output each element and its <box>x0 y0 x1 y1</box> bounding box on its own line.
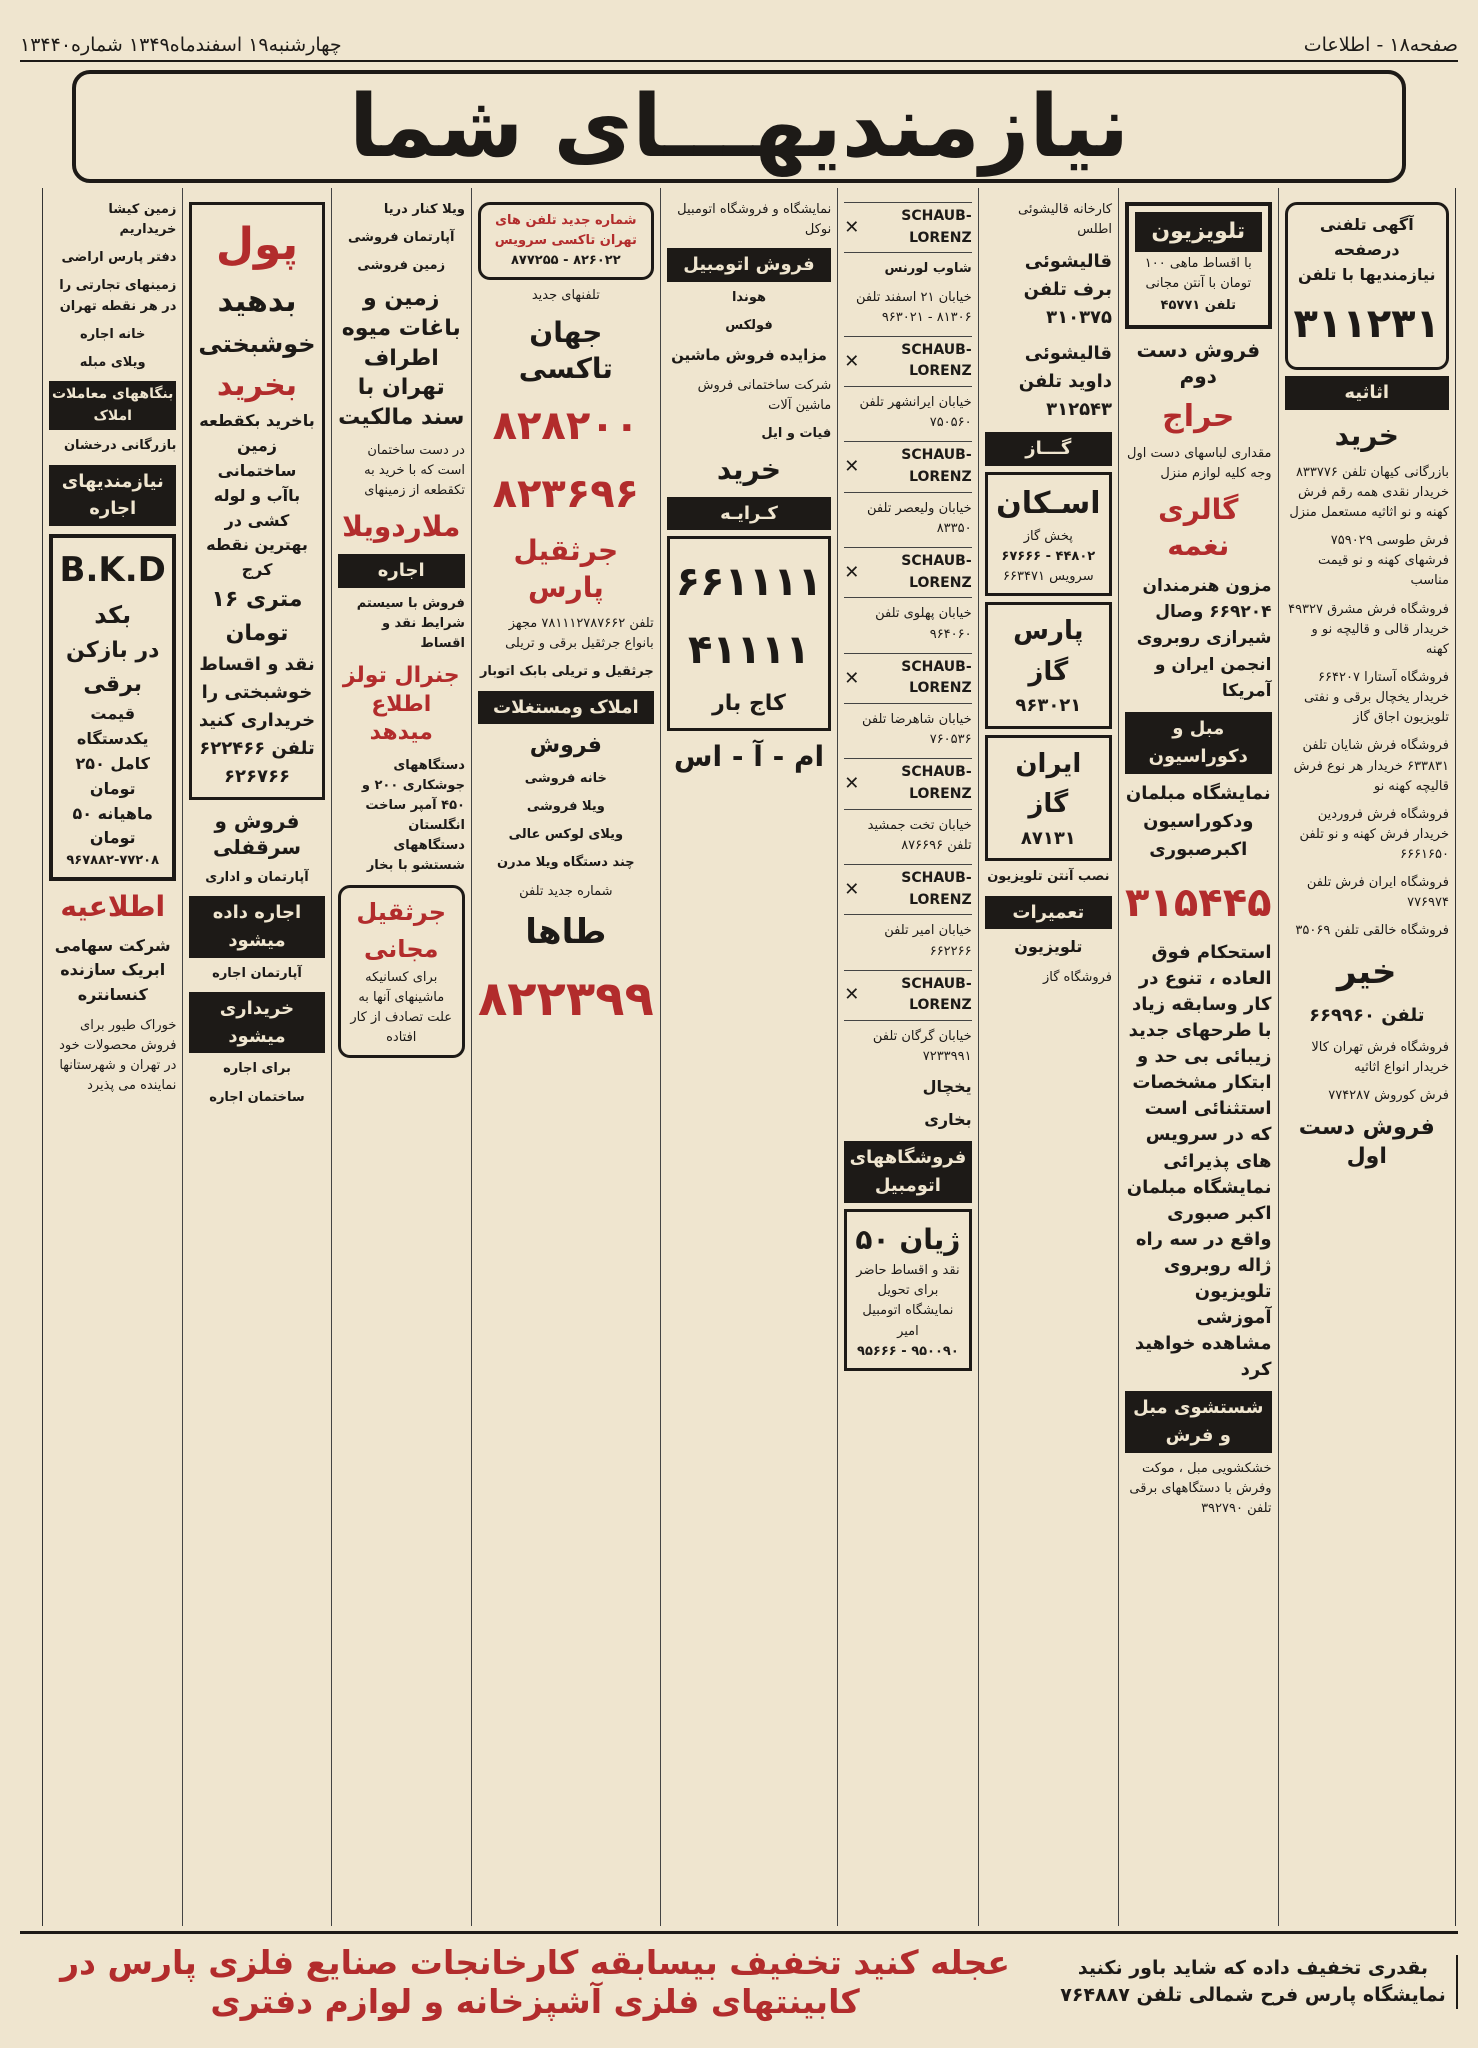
repair-5: خیابان شاهرضا تلفن ۷۶۰۵۳۶ <box>862 712 972 748</box>
tv-ad-title: تلویزیون <box>1135 212 1261 252</box>
zhian-phone: ۹۵۰۰۹۰ - ۹۵۶۶۶ <box>857 1343 959 1359</box>
brand-name: SCHAUB-LORENZ <box>901 208 972 246</box>
ad-columns <box>42 188 1456 1926</box>
naghd-text: نقد و اقساط خوشبختی را خریداری کنید <box>198 654 316 731</box>
chand-villa: چند دستگاه ویلا مدرن <box>497 855 635 871</box>
khane-ejare: خانه اجاره <box>80 326 146 342</box>
niazmand-ejare-head: نیازمندیهای اجاره <box>49 465 176 527</box>
jarsaghil-majani-box <box>338 885 465 1058</box>
tv-ad-phone: تلفن ۴۵۷۷۱ <box>1160 298 1236 314</box>
gallery-title: گالری نغمه <box>1158 492 1239 563</box>
mobl-head: مبل و دکوراسیون <box>1125 712 1271 774</box>
schaub-mark-icon: ✕ <box>844 456 860 478</box>
zaminhaye-tejari: زمینهای تجارتی را در هر نقطه تهران <box>59 278 177 314</box>
ad-farsh-2: فروشگاه فرش مشرق ۴۹۳۲۷ خریدار قالی و قالیچه نو و کهنه <box>1288 601 1449 657</box>
jahan-phone-1: ۸۲۸۲۰۰ <box>492 403 640 450</box>
repair-1: خیابان ۲۱ اسفند تلفن ۸۱۳۰۶ - ۹۶۳۰۲۱ <box>855 289 972 325</box>
ad-barf: قالیشوئی برف تلفن ۳۱۰۳۷۵ <box>1023 251 1113 329</box>
column-4 <box>837 188 977 1926</box>
gas-ad-box <box>985 472 1112 597</box>
gas-brand: اسـکان <box>996 485 1101 521</box>
gas-phone: ۴۴۸۰۲ - ۶۷۶۶۶ <box>1001 549 1096 565</box>
brand-name: SCHAUB-LORENZ <box>901 975 972 1014</box>
apartment-title: آپارتمان فروشی <box>348 230 455 246</box>
brand-name: SCHAUB-LORENZ <box>901 553 972 591</box>
kharidari-head: خریداری میشود <box>189 992 324 1054</box>
brand-name: SCHAUB-LORENZ <box>901 764 972 803</box>
mellard-text: در دست ساختمان است که با خرید به تکقطعه از زمینهای <box>364 442 465 499</box>
taha-phone: ۸۲۲۳۹۹ <box>477 970 654 1027</box>
column-2 <box>1118 188 1277 1926</box>
schaub-mark-icon: ✕ <box>844 561 860 583</box>
schaub-logo-8 <box>844 970 971 1021</box>
sale-car: نمایشگاه و فروشگاه اتومبیل نوکل <box>677 202 832 238</box>
pars-gas-box <box>985 602 1112 728</box>
irangas-phone: ۸۷۱۳۱ <box>1020 827 1076 849</box>
schaub-logo-5 <box>844 653 971 704</box>
taxi-phone-1: ۶۶۱۱۱۱ <box>675 559 823 606</box>
dast-dovom-title: فروش دست اول <box>1298 1115 1435 1169</box>
phone-ad-box <box>1285 202 1449 370</box>
tamirat-head: تعمیرات <box>985 896 1112 930</box>
ettelaieh-text: خوراک طیور برای فروش محصولات خود در تهران و شهرستانها نماینده می پذیرد <box>59 1018 177 1094</box>
apartment-vasat: آپارتمان و اداری <box>205 869 309 885</box>
mozayede-title: مزایده فروش ماشین <box>671 346 827 365</box>
taxi-service-title: شماره جدید تلفن های تهران تاکسی سرویس <box>494 213 637 249</box>
ejare-head: اجاره <box>338 554 465 588</box>
ad-davood: قالیشوئی داوید تلفن ۳۱۲۵۴۳ <box>1018 342 1113 420</box>
gallery-text: مزون هنرمندان ۶۶۹۲۰۴ وصال شیرازی روبروی انجمن ایران و آمریکا <box>1136 575 1272 701</box>
schaub-mark-icon: ✕ <box>844 350 860 372</box>
villa-luks: ویلای لوکس عالی <box>508 827 624 843</box>
bazargani: بازرگانی درخشان <box>63 438 177 454</box>
pool-zamin-text: باخرید بکقطعه زمین ساختمانی باآب و لوله کشی در بهترین نقطه کرج <box>199 411 315 580</box>
sakhteman-ejare: ساختمان اجاره <box>209 1089 305 1105</box>
yakhchal-title: یخچال <box>922 1077 972 1097</box>
zamin-title: زمین فروشی <box>357 258 446 274</box>
tv-repair-title: تلویزیون <box>1014 937 1083 957</box>
pars-gas-title: پارس گاز <box>1013 616 1084 687</box>
bkd-logo: B.K.D <box>59 550 166 591</box>
khair-title: خیر <box>1336 951 1397 992</box>
footer-side-text: بقدری تخفیف داده که شاید باور نکنید نمایشگاه پارس فرح شمالی تلفن ۷۶۴۸۸۷ <box>1050 1955 1458 2008</box>
ad-farsh-4: فروشگاه فرش شایان تلفن ۶۳۳۸۳۱ خریدار هر نوع فرش قالیچه کهنه نو <box>1293 738 1449 794</box>
kharid-title: خرید <box>1334 419 1399 453</box>
zamin-bagh: زمین و باغات میوه اطراف تهران با سند مالکیت <box>338 286 465 431</box>
foroosh-ghesti: فروش و سرقفلی <box>212 808 301 859</box>
irangas-box <box>985 735 1112 861</box>
kharid-text: بازرگانی کیهان تلفن ۸۳۳۷۷۶ خریدار نقدی همه رقم فرش کهنه و نو اثاثیه مستعمل منزل <box>1289 464 1449 520</box>
schaub-mark-icon: ✕ <box>844 878 860 900</box>
foroosh-auto-head: فروش اتومبیل <box>667 248 831 282</box>
mobl-phone: ۳۱۵۴۴۵ <box>1125 879 1272 926</box>
villa-title: ویلا فروشی <box>526 799 605 815</box>
schaub-logo-4 <box>844 547 971 598</box>
brand-name: SCHAUB-LORENZ <box>901 447 972 486</box>
antenna-title: نصب آنتن تلویزیون <box>987 869 1110 885</box>
khoshbakhti-title: خوشبختی <box>198 329 316 358</box>
brand-name: SCHAUB-LORENZ <box>901 341 972 380</box>
footer-main-text: عجله کنید تخفیف بیسابقه کارخانجات صنایع فلزی پارس در کابینتهای فلزی آشپزخانه و لوازم دفتری <box>60 1943 1010 2021</box>
bkd-monthly: ماهیانه ۵۰ تومان <box>72 803 153 848</box>
jarsaghil-majani-text: برای کسانیکه ماشینهای آنها به علت تصادف از کار افتاده <box>350 969 453 1046</box>
schaub-logo-3 <box>844 441 971 492</box>
taha-new: شماره جدید تلفن <box>519 883 613 899</box>
jeneral-text: دستگاههای جوشکاری ۲۰۰ و ۴۵۰ آمپر ساخت انگلستان دستگاههای شستشو با بخار <box>361 757 465 874</box>
kharid-title-2: خرید <box>716 453 782 487</box>
brand-name: SCHAUB-LORENZ <box>901 870 972 908</box>
column-8 <box>182 188 330 1926</box>
jarsaghil-majani-title: جرثقیل مجانی <box>356 897 447 963</box>
pool-title: پول <box>215 219 299 270</box>
irangas-title: ایران گاز <box>1015 748 1082 820</box>
taxi-service-phone: ۸۲۶۰۲۲ - ۸۷۷۲۵۵ <box>511 253 621 269</box>
amlak-head: املاک ومستغلات <box>478 691 654 725</box>
shaub-title-1: شاوب لورنس <box>884 261 972 277</box>
daftar-pars: دفتر پارس اراضی <box>61 250 177 266</box>
mellard-title: ملاردویلا <box>342 510 461 544</box>
bkd-brand: بکد <box>94 600 132 629</box>
auto-head: فروشگاههای اتومبیل <box>844 1141 971 1203</box>
ad-farsh-7: فروشگاه خالقی تلفن ۳۵۰۶۹ <box>1295 923 1449 939</box>
jeneral-title: جنرال تولز اطلاع میدهد <box>342 662 460 746</box>
ams-title: ام - آ - اس <box>673 739 825 773</box>
repair-6: خیابان تخت جمشید تلفن ۸۷۶۶۹۶ <box>867 817 972 853</box>
column-5 <box>660 188 837 1926</box>
ad-farsh-8: فروشگاه فرش تهران کالا خریدار انواع اثاثیه <box>1311 1039 1449 1075</box>
column-3 <box>978 188 1118 1926</box>
zhian-text: نقد و اقساط حاضر برای تحویل نمایشگاه اتومبیل امیر <box>856 1263 960 1339</box>
khaneh-title: خانه فروشی <box>524 771 607 787</box>
repair-7: خیابان امیر تلفن ۶۶۲۲۶۶ <box>884 923 972 959</box>
forush-villa: فروش با سیستم شرایط نقد و اقساط <box>356 595 465 651</box>
tv-ad-text: با اقساط ماهی ۱۰۰ تومان با آنتن مجانی <box>1144 256 1252 292</box>
pool-ad-box <box>189 202 324 800</box>
jarsaghil-text: تلفن ۷۸۱۱۱۲۷۸۷۶۶۲ مجهز بانواع جرثقیل برقی و تریلی <box>505 616 654 652</box>
metri-price: متری ۱۶ تومان <box>211 586 303 647</box>
repair-8: خیابان گرگان تلفن ۷۲۳۳۹۹۱ <box>872 1029 972 1065</box>
taxi-service-box <box>478 202 654 280</box>
ettelaieh-title: اطلاعیه <box>60 890 166 924</box>
taha-title: طاها <box>525 911 607 952</box>
mobl-title: نمایشگاه مبلمان ودکوراسیون اکبرصبوری <box>1125 783 1271 860</box>
sherkat-head: بنگاههای معاملات املاک <box>49 381 176 430</box>
ad-farsh-6: فروشگاه ایران فرش تلفن ۷۷۶۹۷۴ <box>1306 875 1449 911</box>
repair-4: خیابان پهلوی تلفن ۹۶۴۰۶۰ <box>875 606 972 642</box>
jarsaghil-2: جرثقیل و تریلی بابک اتوبار <box>479 664 654 680</box>
schaub-logo-6 <box>844 758 971 809</box>
villa-mobl: ویلای مبله <box>79 354 146 370</box>
bime-title: فیات و ایل <box>761 425 832 441</box>
ford-text: فروشگاه گاز <box>1042 970 1113 986</box>
column-1 <box>1278 188 1455 1926</box>
kaj-bar-title: کاج بار <box>712 691 786 717</box>
header-date: چهارشنبه۱۹ اسفندماه۱۳۴۹ شماره۱۳۴۴۰ <box>20 34 342 56</box>
brand-name: SCHAUB-LORENZ <box>901 658 972 697</box>
pool-phone-1: تلفن ۶۲۲۴۶۶ <box>199 737 315 759</box>
jarsaghil-title: جرثقیل پارس <box>513 534 619 604</box>
kerayeh-head: کـرایـه <box>667 497 831 531</box>
tv-ad-box <box>1125 202 1271 329</box>
sherkat-abrik: شرکت سهامی ابریک سازنده کنسانتره <box>54 935 171 1005</box>
haraj-title: حراج <box>1162 398 1235 434</box>
zhian-box <box>844 1209 971 1371</box>
taxi-phone-2: ۴۱۱۱۱ <box>687 627 811 674</box>
pars-gas-phone: ۹۶۳۰۲۱ <box>1015 695 1082 717</box>
mozayede-text: شرکت ساختمانی فروش ماشین آلات <box>697 377 832 413</box>
shostoshoo-head: شستشوی مبل و فرش <box>1125 1391 1271 1453</box>
pool-phone-2: ۶۲۶۷۶۶ <box>224 765 290 787</box>
repair-3: خیابان ولیعصر تلفن ۸۳۳۵۰ <box>867 500 972 536</box>
mobl-text: استحکام فوق العاده ، تنوع در کار وسابقه زیاد با طرحهای جدید زیبائی بی حد و ابتکار مشخصات استثنائی است که در سرویس های پذیرائی نمایشگاه مبلمان اکبر صبوری واقع در سه راه ژاله روبروی تلویزیون آموزشی مشاهده خواهید کرد <box>1126 941 1272 1381</box>
villa-head: ویلا کنار دریا <box>383 202 465 217</box>
ejare-dade-head: اجاره داده میشود <box>189 896 324 958</box>
column-7 <box>331 188 471 1926</box>
taxi-new: تلفنهای جدید <box>531 288 600 304</box>
khair-number: تلفن ۶۶۹۹۶۰ <box>1309 1004 1425 1026</box>
column-6 <box>471 188 660 1926</box>
bokhari-title: بخاری <box>924 1110 972 1130</box>
bkd-ad-box <box>49 534 176 881</box>
section-banner <box>72 70 1406 183</box>
ad-farsh-5: فروشگاه فرش فروردین خریدار فرش کهنه و نو تلفن ۶۶۶۱۶۵۰ <box>1299 806 1449 863</box>
phone-ad-number: ۳۱۱۲۳۱ <box>1293 301 1440 348</box>
repair-2: خیابان ایرانشهر تلفن ۷۵۰۵۶۰ <box>859 395 972 431</box>
schaub-mark-icon: ✕ <box>844 773 860 795</box>
gas-head: گـــاز <box>985 432 1112 466</box>
sale-head: فروش دست دوم <box>1136 337 1261 388</box>
bkd-title: در بازکن برقی <box>66 638 160 698</box>
header-page-label: صفحه۱۸ - اطلاعات <box>1303 34 1458 56</box>
schaub-mark-icon: ✕ <box>844 667 860 689</box>
phone-ad-text: آگهی تلفنی درصفحه نیازمندیها با تلفن <box>1297 215 1436 284</box>
ad-koroush: فرش کوروش ۷۷۴۲۸۷ <box>1328 1087 1449 1103</box>
haraj-text: مقداری لباسهای دست اول وجه کلیه لوازم منزل <box>1127 445 1272 481</box>
bedahid-title: بدهید <box>217 284 297 320</box>
schaub-mark-icon: ✕ <box>844 984 860 1006</box>
zamin-kesh: زمین کیشا خریداریم <box>108 202 177 238</box>
gas-text: پخش گاز <box>1023 529 1073 545</box>
page-header <box>20 30 1458 62</box>
footer-ad <box>20 1931 1458 2030</box>
ad-farsh-3: فروشگاه آستارا ۶۶۴۲۰۷ خریدار یخچال برقی و نفتی تلویزیون اجاق گاز <box>1304 669 1449 726</box>
bekharid-title: بخرید <box>216 367 298 403</box>
jahan-phone-2: ۸۲۳۶۹۶ <box>492 471 640 518</box>
schaub-logo-7 <box>844 864 971 915</box>
kaj-bar-box <box>667 536 831 730</box>
schaub-logo-2 <box>844 336 971 387</box>
section-furniture: اثاثیه <box>1285 376 1449 410</box>
ad-farsh-1: فرش طوسی ۷۵۹۰۲۹ فرشهای کهنه و نو قیمت مناسب <box>1317 533 1449 589</box>
shostoshoo-text: خشکشویی مبل ، موکت وفرش با دستگاههای برقی تلفن ۳۹۲۷۹۰ <box>1129 1461 1272 1517</box>
ad-alborz: کارخانه قالیشوئی اطلس <box>1018 202 1113 238</box>
banner-title: نیازمندیهـــای شما <box>348 76 1130 177</box>
column-9 <box>43 188 182 1926</box>
foroosh-title: فروش <box>529 733 602 759</box>
honda-title: هوندا <box>731 290 766 306</box>
jahan-taxi-title: جهان تاکسی <box>518 315 613 385</box>
volx-title: فولکس <box>725 318 773 334</box>
zhian-title: ژیان ۵۰ <box>855 1222 961 1256</box>
ejare-kon: برای اجاره <box>223 1061 291 1077</box>
gas-service: سرویس ۶۶۳۴۷۱ <box>1003 569 1094 585</box>
bkd-phone: ۹۶۷۸۸۲-۷۷۲۰۸ <box>66 853 160 869</box>
apartment-ejare: آپارتمان اجاره <box>212 965 302 981</box>
bkd-price: قیمت یکدستگاه کامل ۲۵۰ تومان <box>75 704 150 798</box>
schaub-mark-icon: ✕ <box>844 216 860 238</box>
schaub-logo-1 <box>844 202 971 253</box>
